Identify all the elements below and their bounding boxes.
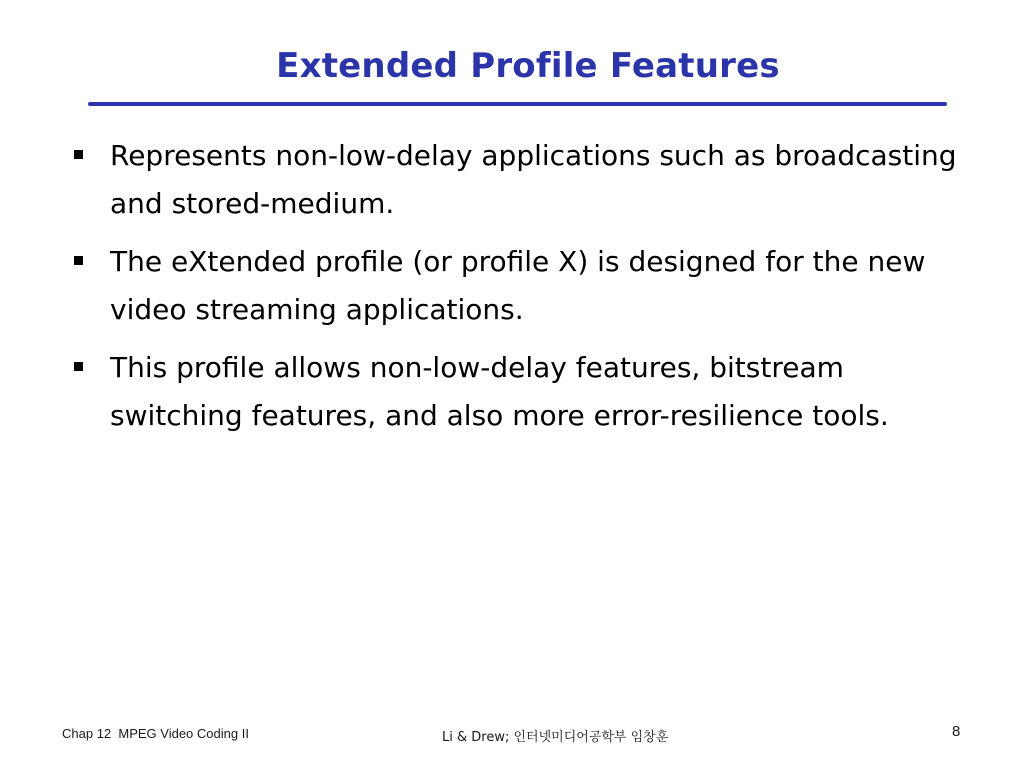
bullet-text: The eXtended profile (or profile X) is designed for the new video streaming applications. [110,245,926,326]
bullet-text: This profile allows non-low-delay features, bitstream switching features, and also more error-resilience tools. [110,351,889,432]
title-underline [88,102,947,106]
footer-credits: Li & Drew; 인터넷미디어공학부 임창훈 [442,730,669,745]
bullet-item [110,132,970,228]
slide-title: Extended Profile Features [276,46,780,86]
bullet-list [110,132,970,450]
square-bullet-icon [74,150,83,159]
bullet-item [110,238,970,334]
bullet-text: Represents non-low-delay applications such as broadcasting and stored-medium. [110,139,957,220]
footer-chapter: Chap 12 MPEG Video Coding II [62,726,249,741]
square-bullet-icon [74,362,83,371]
square-bullet-icon [74,256,83,265]
bullet-item [110,344,970,440]
page-number: 8 [952,723,961,740]
